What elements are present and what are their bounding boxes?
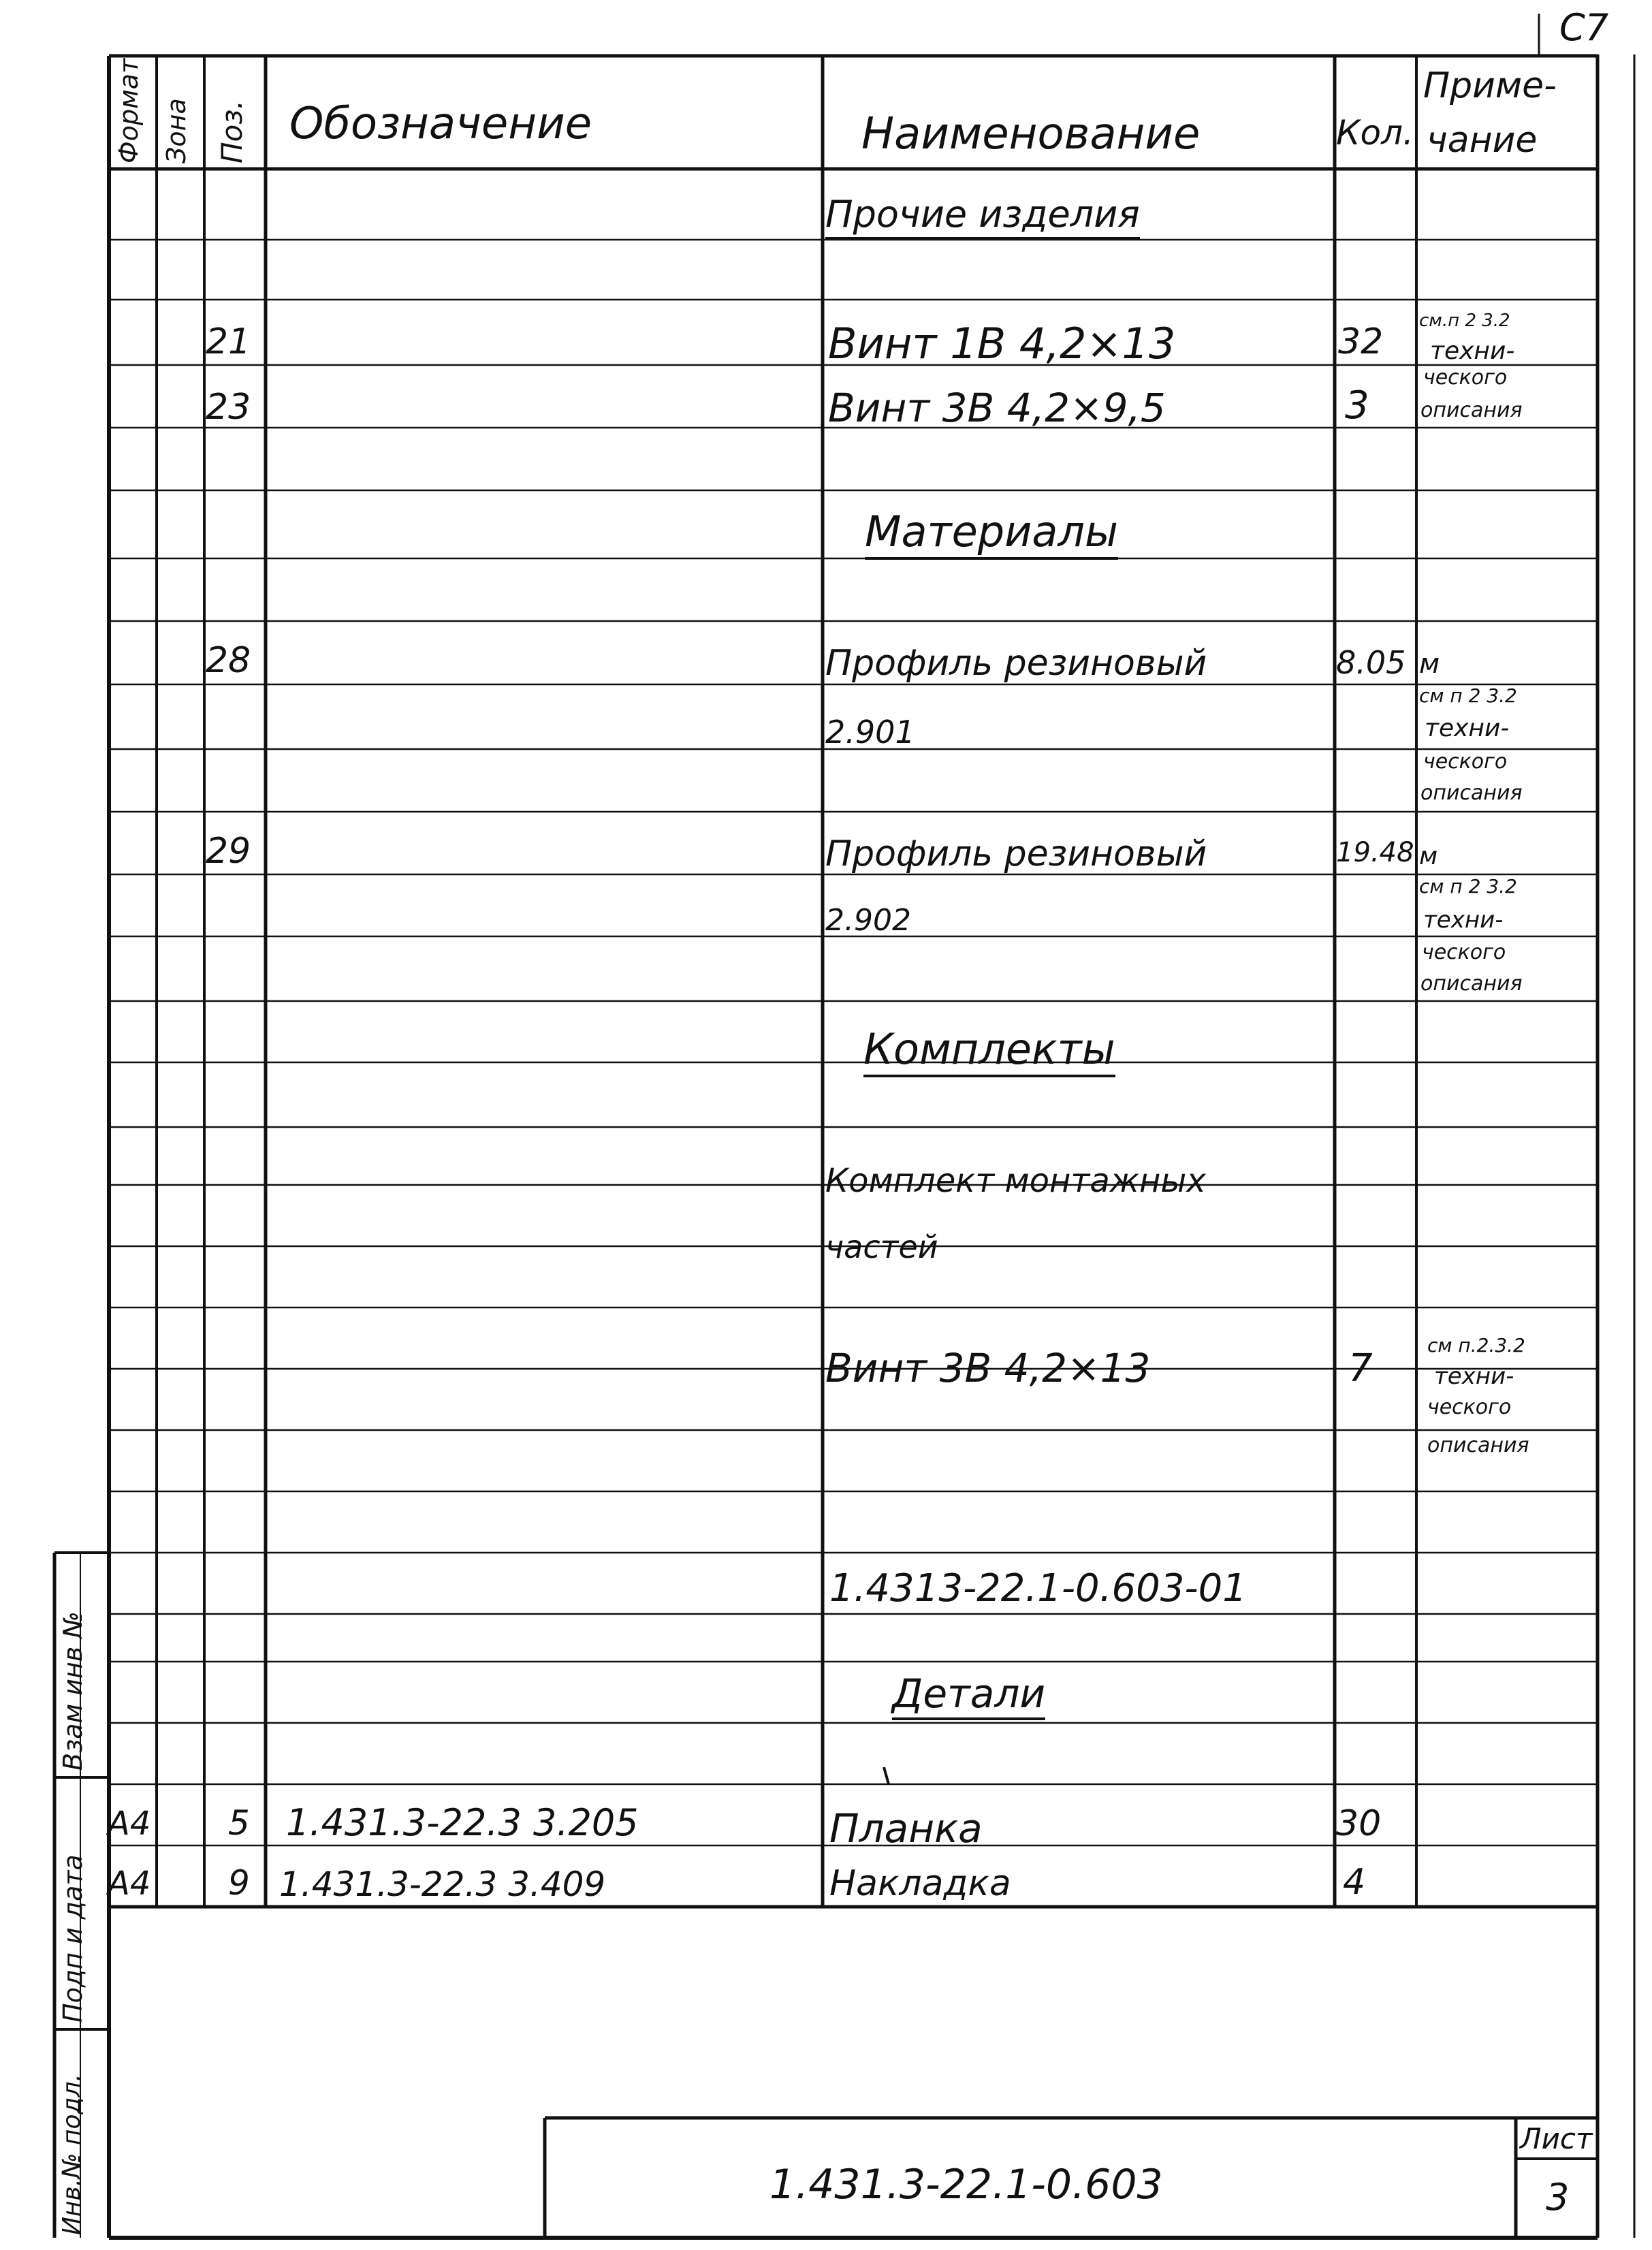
- note-line: техни-: [1423, 906, 1504, 934]
- row-name: Профиль резиновый: [825, 643, 1207, 684]
- title-sheet-label: Лист: [1520, 2122, 1593, 2155]
- row-pos: 9: [228, 1863, 250, 1903]
- row-name: Винт 3В 4,2×9,5: [828, 385, 1166, 431]
- note-line: см п 2 3.2: [1419, 875, 1517, 898]
- header-note-2: чание: [1427, 120, 1538, 161]
- header-pos: Поз.: [215, 100, 249, 163]
- row-format: А4: [108, 1805, 151, 1843]
- row-pos: 21: [206, 321, 251, 362]
- header-zone: Зона: [161, 98, 191, 163]
- row-name: Накладка: [829, 1863, 1011, 1904]
- stamp-inv-original: Инв.№ подл.: [58, 2074, 86, 2235]
- section-parts: Детали: [892, 1674, 1045, 1720]
- doc-reference: 1.4313-22.1-0.603-01: [829, 1566, 1247, 1611]
- note-line: ческого: [1423, 750, 1508, 774]
- stamp-sign-date: Подп и дата: [58, 1854, 88, 2023]
- note-line: см.п 2 3.2: [1419, 311, 1510, 331]
- row-name: Комплект монтажных: [825, 1162, 1206, 1200]
- header-qty: Кол.: [1336, 113, 1414, 153]
- note-line: описания: [1420, 398, 1523, 422]
- row-name: Планка: [829, 1805, 983, 1852]
- row-pos: 29: [206, 831, 251, 872]
- note-line: техни-: [1434, 1363, 1514, 1390]
- row-name: Винт 3В 4,2×13: [825, 1345, 1151, 1391]
- header-name: Наименование: [861, 109, 1201, 159]
- note-line: ческого: [1422, 940, 1506, 964]
- stamp-replace-inv: Взам инв №: [58, 1611, 88, 1771]
- row-qty: 4: [1343, 1862, 1366, 1903]
- note-line: ческого: [1423, 366, 1508, 390]
- row-qty: 3: [1345, 383, 1369, 428]
- corner-mark: С7: [1559, 6, 1609, 49]
- row-pos: 23: [206, 387, 251, 428]
- row-unit: м: [1419, 842, 1438, 870]
- title-sheet-number: 3: [1546, 2176, 1570, 2219]
- row-name: частей: [825, 1229, 938, 1265]
- row-qty: 19.48: [1336, 837, 1414, 868]
- section-other-items: Прочие изделия: [825, 196, 1140, 240]
- row-qty: 7: [1348, 1346, 1373, 1391]
- row-qty: 30: [1336, 1803, 1382, 1844]
- header-note-1: Приме-: [1423, 65, 1557, 106]
- section-materials: Материалы: [865, 511, 1118, 560]
- title-doc-number: 1.431.3-22.1-0.603: [769, 2161, 1163, 2208]
- row-designation: 1.431.3-22.3 3.409: [279, 1865, 606, 1904]
- row-name: 2.902: [825, 903, 911, 938]
- note-line: техни-: [1430, 337, 1515, 365]
- note-line: см п.2.3.2: [1427, 1334, 1525, 1357]
- row-designation: 1.431.3-22.3 3.205: [286, 1801, 639, 1844]
- note-line: описания: [1420, 781, 1523, 805]
- note-line: ческого: [1427, 1395, 1512, 1419]
- note-line: описания: [1420, 972, 1523, 996]
- row-name: 2.901: [825, 714, 915, 750]
- note-line: техни-: [1425, 714, 1510, 742]
- row-name: Винт 1В 4,2×13: [828, 319, 1176, 368]
- row-unit: м: [1419, 648, 1440, 680]
- row-format: А4: [108, 1865, 151, 1903]
- row-qty: 8.05: [1336, 644, 1406, 681]
- row-name: Профиль резиновый: [825, 834, 1207, 874]
- section-kits: Комплекты: [863, 1028, 1115, 1077]
- row-pos: 28: [206, 640, 251, 681]
- note-line: см п 2 3.2: [1419, 684, 1517, 707]
- row-pos: 5: [228, 1803, 250, 1843]
- header-designation: Обозначение: [289, 99, 592, 149]
- header-format: Формат: [114, 58, 144, 163]
- note-line: описания: [1427, 1433, 1529, 1457]
- row-qty: 32: [1338, 321, 1384, 362]
